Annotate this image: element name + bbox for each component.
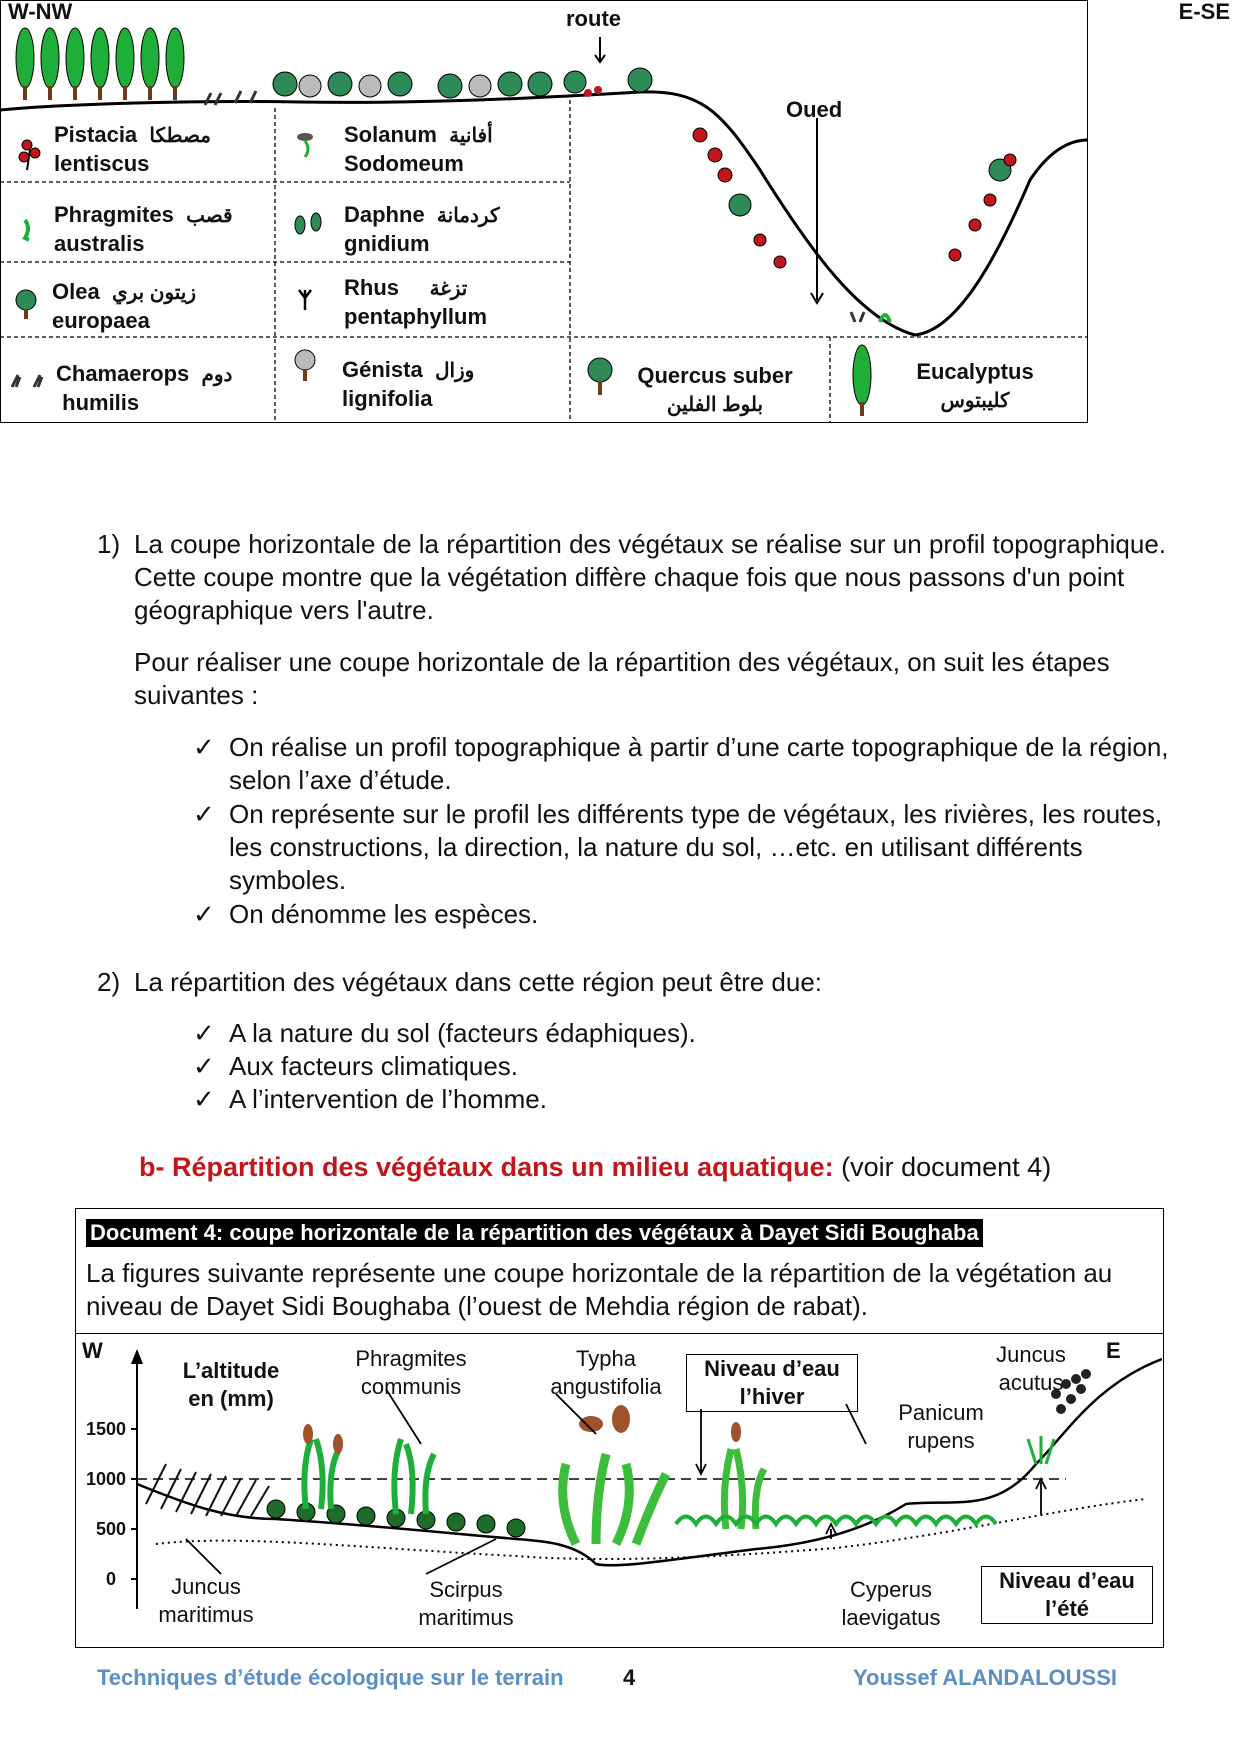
eucalyptus-row	[16, 28, 184, 100]
factor-item: ✓ Aux facteurs climatiques.	[193, 1051, 519, 1081]
juncus-acutus-label: Juncus acutus	[996, 1342, 1066, 1395]
axis-arrow-icon	[131, 1349, 143, 1364]
checkmark-icon: ✓	[193, 899, 215, 929]
document-4-figure	[75, 1208, 1164, 1648]
page-number: 4	[623, 1665, 636, 1690]
document-4-title: Document 4: coupe horizontale de la répartition des végétaux à Dayet Sidi Boughaba	[86, 1219, 983, 1247]
solanum-icon	[297, 133, 313, 157]
legend-genista: Génista وزال lignifolia	[342, 357, 475, 411]
legend-daphne: Daphne كردمانة gnidium	[344, 202, 500, 256]
winter-level-label: Niveau d’eau l’hiver	[686, 1354, 858, 1412]
document-4-description: La figures suivante représente une coupe horizontale de la répartition de la végétation au niveau de Dayet Sidi Boughaba (l’ouest de Mehdia région de rabat).	[86, 1258, 1113, 1321]
legend-quercus: Quercus suber بلوط الفلين	[637, 363, 793, 416]
checkmark-icon: ✓	[193, 732, 215, 762]
olea-icon	[16, 290, 36, 319]
legend-solanum: Solanum أفانية Sodomeum	[344, 122, 493, 176]
tick-0: 0	[105, 1569, 116, 1589]
scirpus-label: Scirpus maritimus	[418, 1577, 514, 1630]
chamaerops-icon	[12, 375, 42, 387]
step-item: ✓ On dénomme les espèces.	[193, 899, 539, 929]
step-item: ✓ On réalise un profil topographique à partir d’une carte topographique de la région, selon l’axe d’étude.	[193, 732, 1169, 795]
cyperus-label: Cyperus laevigatus	[841, 1577, 941, 1630]
quercus-icon	[588, 358, 612, 395]
genista-icon	[295, 350, 315, 381]
factor-item: ✓ A la nature du sol (facteurs édaphiques).	[193, 1018, 696, 1048]
checkmark-icon: ✓	[193, 1051, 215, 1081]
daphne-icon	[295, 213, 321, 234]
tick-1500: 1500	[85, 1419, 126, 1439]
checkmark-icon: ✓	[193, 1018, 215, 1048]
direction-west: W-NW	[8, 0, 73, 24]
panicum-label: Panicum rupens	[898, 1400, 984, 1453]
legend-chamaerops: Chamaerops دوم humilis	[56, 361, 233, 415]
direction-e: E	[1106, 1338, 1121, 1363]
factor-item: ✓ A l’intervention de l’homme.	[193, 1084, 547, 1114]
section-1-steps-intro: Pour réaliser une coupe horizontale de la répartition des végétaux, on suit les étapes suivantes :	[134, 647, 1110, 710]
pistacia-icon	[19, 140, 40, 170]
summer-level-label: Niveau d’eau l’été	[981, 1566, 1153, 1624]
tick-500: 500	[95, 1519, 126, 1539]
checkmark-icon: ✓	[193, 1084, 215, 1114]
phragmites-label: Phragmites communis	[355, 1346, 467, 1399]
typha-label: Typha angustifolia	[550, 1346, 662, 1399]
plateau-shrubs	[205, 68, 652, 105]
step-item: ✓ On représente sur le profil les différents type de végétaux, les rivières, les routes, les constructions, la direction, la nature du sol, …etc. en utilisant différents symboles.	[193, 799, 1163, 895]
slope-vegetation	[693, 128, 1016, 322]
checkmark-icon: ✓	[193, 799, 215, 829]
section-2-paragraph: La répartition des végétaux dans cette région peut être due:	[134, 967, 823, 997]
legend-rhus: Rhus تزغة pentaphyllum	[344, 275, 488, 329]
legend-eucalyptus: Eucalyptus كليبتوس	[916, 359, 1034, 412]
juncus-maritimus-label: Juncus maritimus	[158, 1574, 254, 1627]
panicum-rupens-plants	[1028, 1436, 1054, 1464]
footer-title: Techniques d’étude écologique sur le terrain	[97, 1665, 564, 1690]
direction-w: W	[82, 1338, 103, 1363]
eucalyptus-icon	[853, 345, 871, 416]
section-2-number: 2)	[97, 967, 121, 997]
section-b-heading: b- Répartition des végétaux dans un milieu aquatique: (voir document 4)	[139, 1152, 1052, 1182]
legend-pistacia: Pistacia مصطكا lentiscus	[54, 122, 212, 176]
legend-phragmites: Phragmites قصب australis	[54, 202, 233, 256]
phragmites-icon	[25, 220, 29, 240]
altitude-label: L’altitude en (mm)	[182, 1358, 280, 1411]
legend-olea: Olea زيتون بري europaea	[52, 279, 197, 333]
footer-author: Youssef ALANDALOUSSI	[853, 1665, 1118, 1690]
section-1-paragraph: La coupe horizontale de la répartition des végétaux se réalise sur un profil topographique. Cette coupe montre que la végétation diffère chaque fois que nous passons d'un point géographique vers l'autre.	[134, 529, 1167, 625]
rhus-icon	[299, 290, 311, 310]
direction-east: E-SE	[1178, 0, 1230, 24]
oued-label: Oued	[786, 97, 843, 122]
phragmites-communis-plants	[303, 1424, 434, 1514]
vegetation-profile-figure	[0, 0, 1230, 423]
section-1-number: 1)	[97, 529, 121, 559]
route-label: route	[566, 6, 621, 31]
tick-1000: 1000	[85, 1469, 126, 1489]
